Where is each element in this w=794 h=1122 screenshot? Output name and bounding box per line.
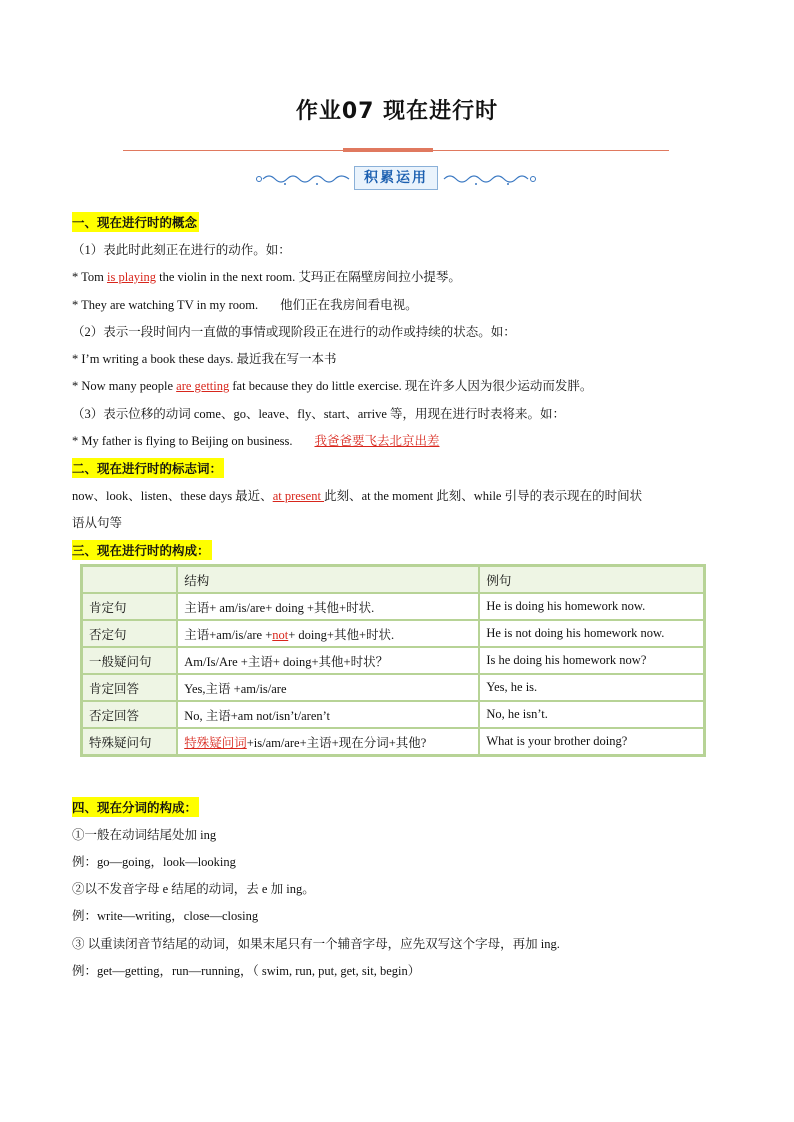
section4-example2: 例：write—writing，close—closing [72, 909, 259, 923]
row-example: He is not doing his homework now. [479, 620, 704, 647]
section1-example5: * My father is flying to Beijing on business. 我爸爸要飞去北京出差 [72, 434, 440, 448]
row-example: He is doing his homework now. [479, 593, 704, 620]
section1-heading: 一、现在进行时的概念 [72, 212, 199, 232]
row-structure: Yes,主语 +am/is/are [177, 674, 479, 701]
section1-example3: * I’m writing a book these days. 最近我在写一本书 [72, 352, 337, 366]
section4-example3: 例：get—getting，run—running，（ swim, run, put, get, sit, begin） [72, 964, 421, 978]
table-header-row [82, 566, 705, 594]
section1-item1: （1）表此时此刻正在进行的动作。如： [72, 243, 291, 257]
wave-ornament-left-icon [255, 171, 351, 187]
highlight-not: not [272, 627, 289, 642]
section2-line1: now、look、listen、these days 最近、at present 此刻、at the moment 此刻、while 引导的表示现在的时间状 [72, 489, 643, 503]
highlight-wh-word: 特殊疑问词 [184, 735, 247, 750]
row-example: No, he isn’t. [479, 701, 704, 728]
highlight-translation: 我爸爸要飞去北京出差 [314, 434, 440, 448]
section1-item2: （2）表示一段时间内一直做的事情或现阶段正在进行的动作或持续的状态。如： [72, 325, 516, 339]
banner-label: 积累运用 [354, 166, 438, 190]
table-row [82, 728, 705, 756]
page-title: 作业07 现在进行时 [295, 99, 499, 124]
section3-heading: 三、现在进行时的构成： [72, 540, 212, 560]
section4-rule2: ②以不发音字母 e 结尾的动词，去 e 加 ing。 [72, 882, 315, 896]
row-example: What is your brother doing? [479, 728, 704, 756]
row-structure: 主语+ am/is/are+ doing +其他+时状. [177, 593, 479, 620]
row-example: Yes, he is. [479, 674, 704, 701]
section4-example1: 例：go—going，look—looking [72, 855, 236, 869]
section1-example1: * Tom is playing the violin in the next room. 艾玛正在隔壁房间拉小提琴。 [72, 270, 461, 284]
row-type: 特殊疑问句 [82, 728, 178, 756]
row-type: 肯定句 [82, 593, 178, 620]
section-banner [255, 166, 539, 192]
row-structure: Am/Is/Are +主语+ doing+其他+时状？ [177, 647, 479, 674]
section1-item3: （3）表示位移的动词 come、go、leave、fly、start、arrive 等，用现在进行时表将来。如： [72, 407, 565, 421]
section4-rule3: ③ 以重读闭音节结尾的动词，如果末尾只有一个辅音字母，应先双写这个字母，再加 ing. [72, 937, 560, 951]
section1-example4: * Now many people are getting fat because they do little exercise. 现在许多人因为很少运动而发胖。 [72, 379, 593, 393]
highlight-at-present: at present [272, 489, 325, 503]
title-divider-accent [343, 148, 433, 152]
row-structure: 特殊疑问词+is/am/are+主语+现在分词+其他? [177, 728, 479, 756]
row-type: 否定回答 [82, 701, 178, 728]
table-row [82, 593, 705, 620]
section2-line2: 语从句等 [72, 516, 123, 530]
table-header-cell [82, 566, 178, 594]
row-structure: 主语+am/is/are +not+ doing+其他+时状. [177, 620, 479, 647]
wave-ornament-right-icon [442, 171, 538, 187]
row-type: 肯定回答 [82, 674, 178, 701]
table-row [82, 674, 705, 701]
section4-rule1: ①一般在动词结尾处加 ing [72, 828, 217, 842]
table-row [82, 701, 705, 728]
row-type: 一般疑问句 [82, 647, 178, 674]
section1-example2: * They are watching TV in my room. 他们正在我房间看电视。 [72, 298, 418, 312]
table-row [82, 647, 705, 674]
highlight-are-getting: are getting [176, 379, 230, 393]
highlight-is-playing: is playing [107, 270, 156, 284]
table-header-cell: 结构 [177, 566, 479, 594]
table-row [82, 620, 705, 647]
row-example: Is he doing his homework now? [479, 647, 704, 674]
section4-heading: 四、现在分词的构成： [72, 797, 199, 817]
grammar-table [80, 564, 706, 757]
section2-heading: 二、现在进行时的标志词： [72, 458, 224, 478]
row-structure: No, 主语+am not/isn’t/aren’t [177, 701, 479, 728]
table-header-cell: 例句 [479, 566, 704, 594]
row-type: 否定句 [82, 620, 178, 647]
